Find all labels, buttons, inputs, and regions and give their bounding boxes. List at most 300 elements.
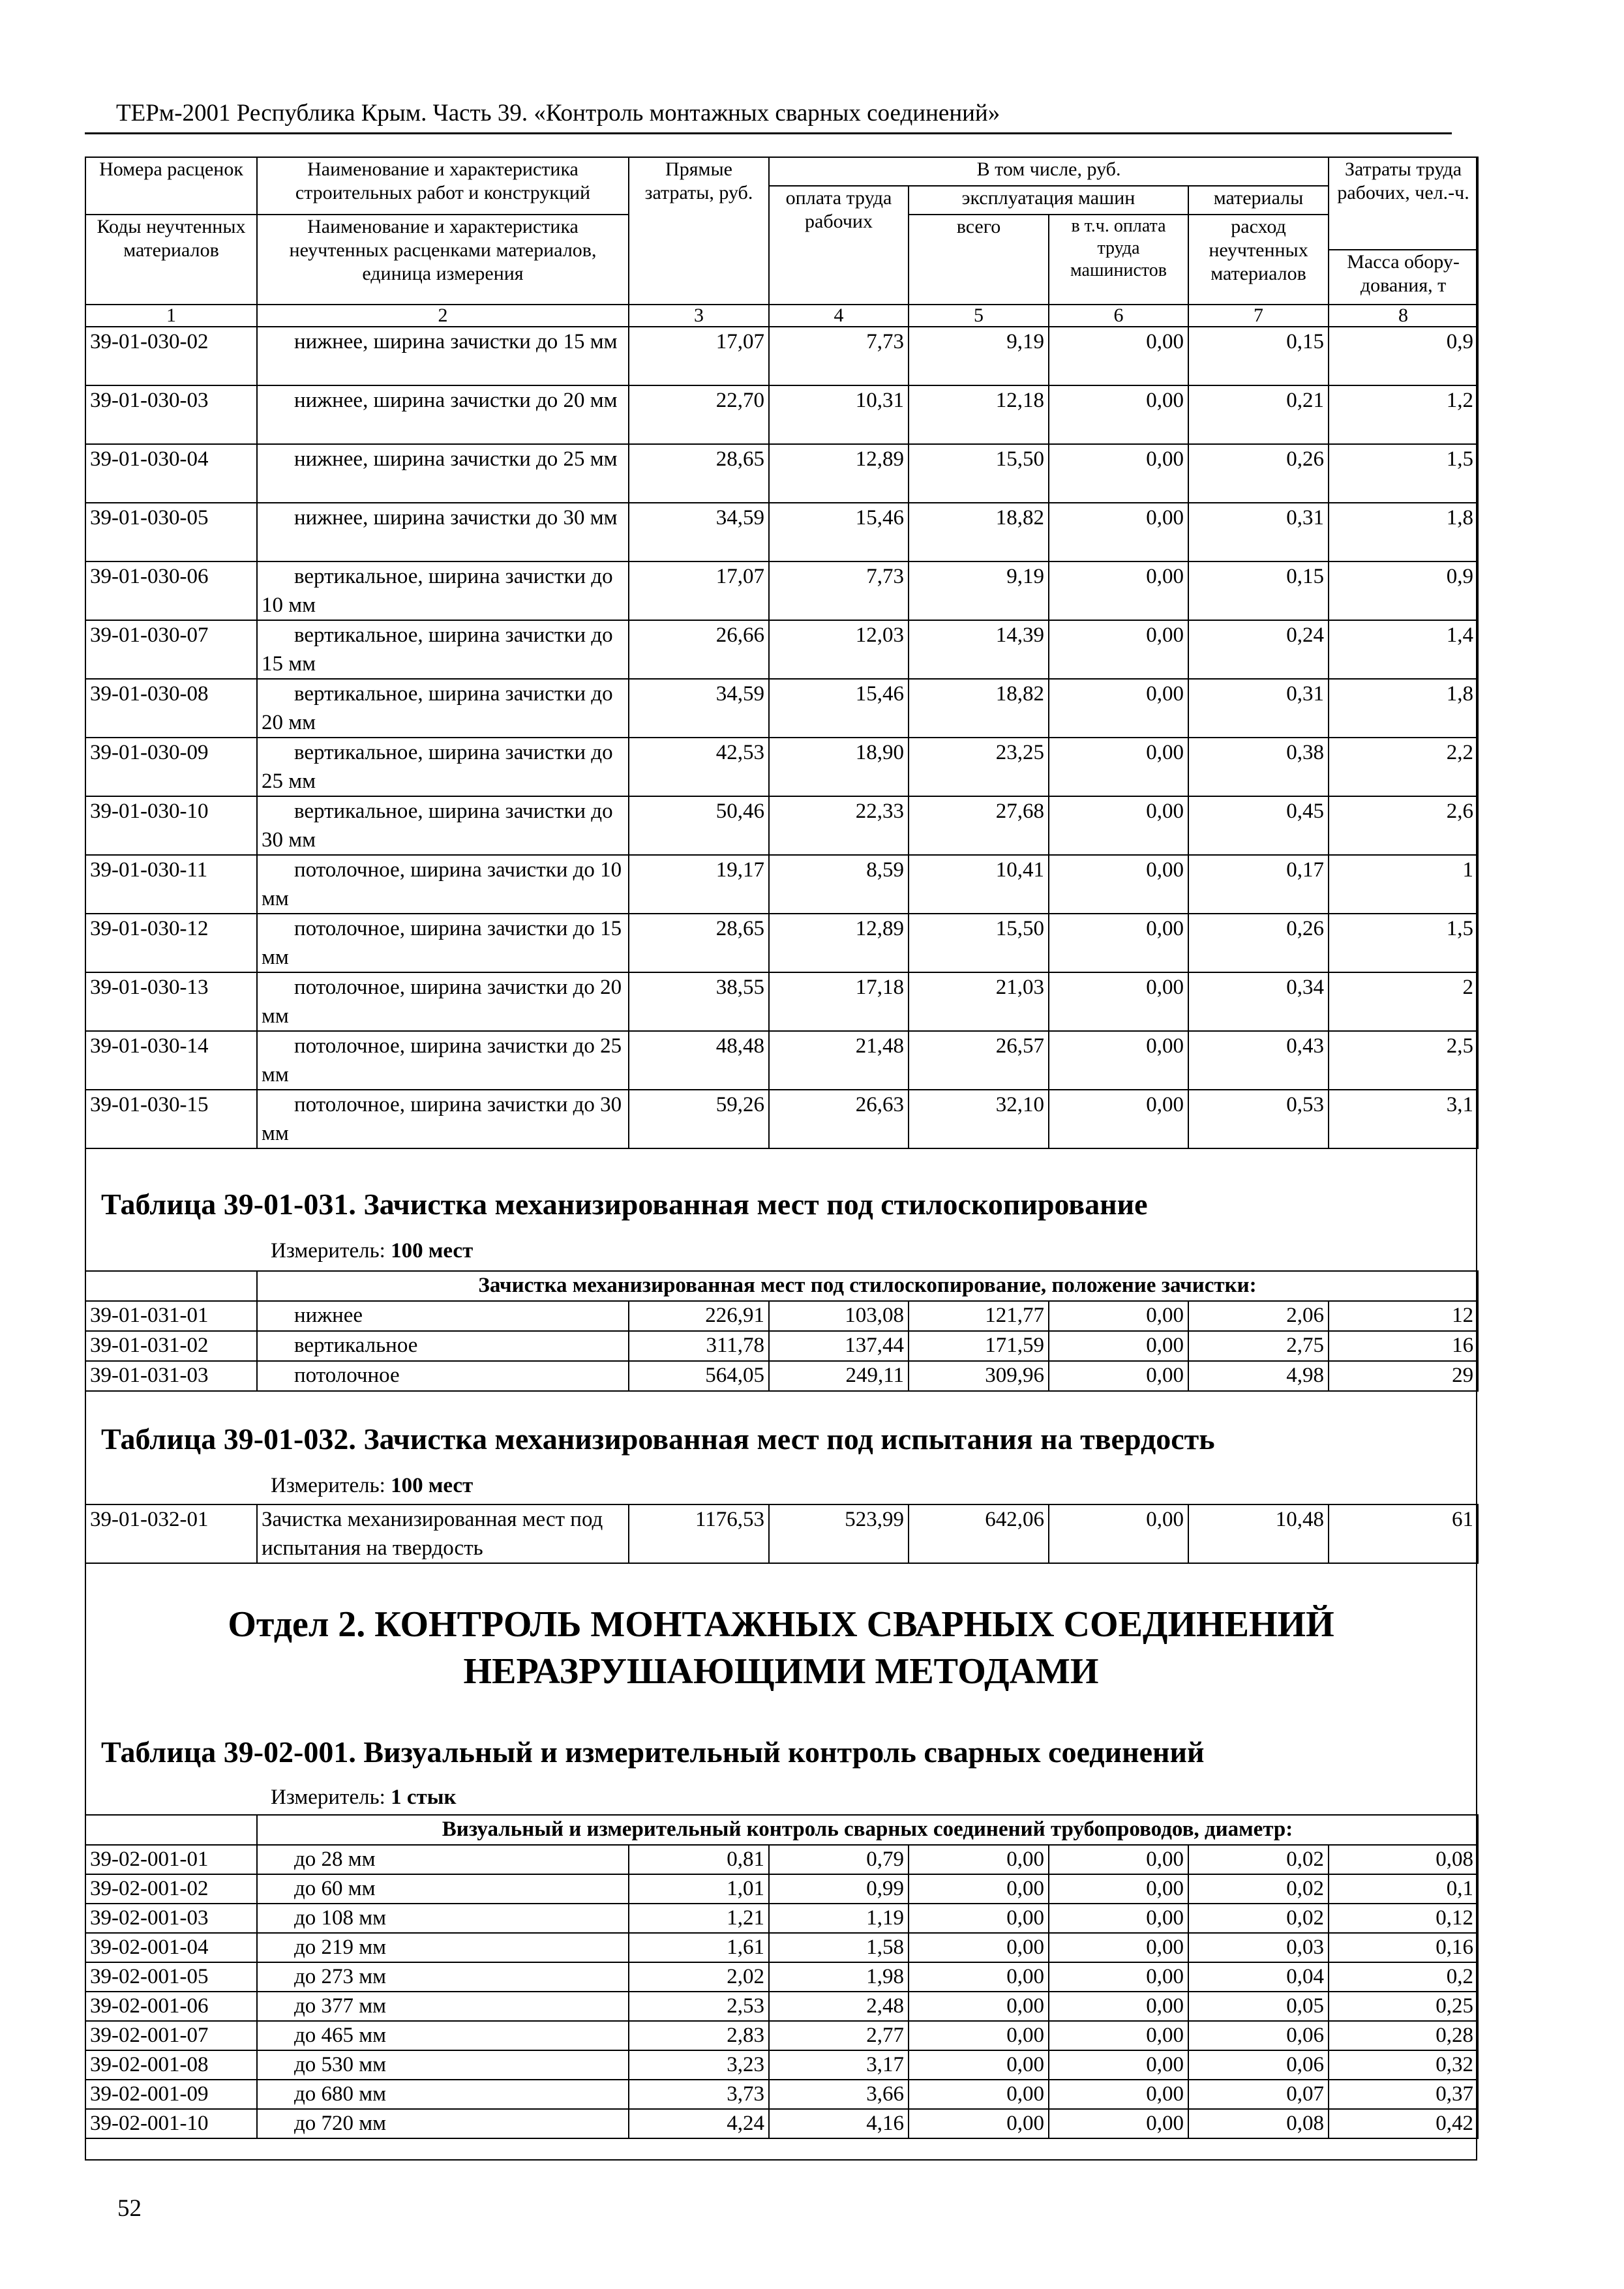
rate-code: 39-02-001-10 xyxy=(85,2109,257,2138)
value-c6: 0,00 xyxy=(1049,855,1188,914)
rate-name-text: потолочное, ширина зачистки до 15 мм xyxy=(262,917,622,969)
rate-name-text: до 108 мм xyxy=(294,1906,387,1930)
value-c4: 17,18 xyxy=(769,972,909,1031)
value-c3: 3,23 xyxy=(629,2050,769,2080)
value-c6: 0,00 xyxy=(1049,2109,1188,2138)
value-c8: 0,9 xyxy=(1329,561,1478,620)
value-c5: 27,68 xyxy=(909,796,1049,855)
value-c4: 21,48 xyxy=(769,1031,909,1090)
rate-name-text: вертикальное, ширина зачистки до 10 мм xyxy=(262,565,613,617)
rate-row xyxy=(85,1090,1478,1148)
rows-39-01-031 xyxy=(85,1301,1478,1391)
rate-name-text: Зачистка механизированная мест под испытания на твердость xyxy=(262,1508,603,1560)
value-c7: 0,21 xyxy=(1188,385,1329,444)
value-c6: 0,00 xyxy=(1049,1874,1188,1904)
value-c8: 0,12 xyxy=(1329,1904,1478,1933)
rate-code: 39-02-001-04 xyxy=(85,1933,257,1962)
value-c6: 0,00 xyxy=(1049,1504,1188,1563)
rate-name xyxy=(257,738,629,796)
value-c7: 0,02 xyxy=(1188,1845,1329,1874)
value-c4: 15,46 xyxy=(769,503,909,561)
value-c5: 0,00 xyxy=(909,1904,1049,1933)
table-02-001-measure xyxy=(271,1786,457,1810)
value-c5: 12,18 xyxy=(909,385,1049,444)
rate-row xyxy=(85,1904,1478,1933)
value-c8: 1,5 xyxy=(1329,444,1478,503)
rate-name-text: до 680 мм xyxy=(294,2082,387,2106)
rate-name xyxy=(257,1331,629,1361)
rate-code: 39-01-030-08 xyxy=(85,679,257,738)
value-c6: 0,00 xyxy=(1049,679,1188,738)
column-number: 3 xyxy=(629,305,769,327)
value-c6: 0,00 xyxy=(1049,385,1188,444)
rate-name xyxy=(257,1992,629,2021)
value-c6: 0,00 xyxy=(1049,561,1188,620)
rate-name-text: вертикальное, ширина зачистки до 30 мм xyxy=(262,800,613,852)
rate-row xyxy=(85,1331,1478,1361)
value-c7: 0,43 xyxy=(1188,1031,1329,1090)
header-machinist-pay: в т.ч. оплата труда машинистов xyxy=(1049,215,1188,305)
value-c8: 0,9 xyxy=(1329,327,1478,385)
value-c6: 0,00 xyxy=(1049,1845,1188,1874)
rate-row xyxy=(85,444,1478,503)
value-c4: 249,11 xyxy=(769,1361,909,1391)
column-numbers xyxy=(85,305,1478,327)
table-031 xyxy=(85,1270,1479,1392)
value-c4: 12,03 xyxy=(769,620,909,679)
value-c6: 0,00 xyxy=(1049,972,1188,1031)
rate-code: 39-02-001-07 xyxy=(85,2021,257,2050)
value-c3: 59,26 xyxy=(629,1090,769,1148)
rate-name-text: нижнее xyxy=(294,1304,363,1327)
rate-name-text: до 720 мм xyxy=(294,2112,387,2135)
rate-name-text: потолочное, ширина зачистки до 20 мм xyxy=(262,976,622,1028)
value-c3: 28,65 xyxy=(629,914,769,972)
rate-code: 39-02-001-08 xyxy=(85,2050,257,2080)
value-c7: 0,31 xyxy=(1188,503,1329,561)
value-c3: 311,78 xyxy=(629,1331,769,1361)
column-number: 2 xyxy=(257,305,629,327)
value-c7: 0,24 xyxy=(1188,620,1329,679)
rate-code: 39-01-030-07 xyxy=(85,620,257,679)
rate-code: 39-01-031-01 xyxy=(85,1301,257,1331)
value-c4: 1,98 xyxy=(769,1962,909,1992)
rate-name-text: до 28 мм xyxy=(294,1848,376,1871)
value-c8: 0,32 xyxy=(1329,2050,1478,2080)
rate-code: 39-02-001-05 xyxy=(85,1962,257,1992)
rate-name-text: нижнее, ширина зачистки до 15 мм xyxy=(294,330,618,353)
value-c8: 0,42 xyxy=(1329,2109,1478,2138)
value-c3: 38,55 xyxy=(629,972,769,1031)
value-c8: 0,16 xyxy=(1329,1933,1478,1962)
rate-row xyxy=(85,855,1478,914)
value-c4: 10,31 xyxy=(769,385,909,444)
value-c8: 3,1 xyxy=(1329,1090,1478,1148)
header-work-name: Наименование и характеристика строительных работ и конструкций xyxy=(257,157,629,215)
main-table xyxy=(85,157,1479,1149)
value-c5: 0,00 xyxy=(909,2109,1049,2138)
value-c4: 0,79 xyxy=(769,1845,909,1874)
value-c8: 2 xyxy=(1329,972,1478,1031)
value-c8: 1,4 xyxy=(1329,620,1478,679)
rate-name-text: до 530 мм xyxy=(294,2053,387,2076)
rate-row xyxy=(85,1874,1478,1904)
value-c7: 0,38 xyxy=(1188,738,1329,796)
value-c5: 0,00 xyxy=(909,1874,1049,1904)
rate-code: 39-02-001-02 xyxy=(85,1874,257,1904)
value-c8: 0,25 xyxy=(1329,1992,1478,2021)
value-c7: 4,98 xyxy=(1188,1361,1329,1391)
column-number: 8 xyxy=(1329,305,1478,327)
rate-code: 39-01-030-10 xyxy=(85,796,257,855)
rate-name-text: потолочное, ширина зачистки до 10 мм xyxy=(262,858,622,910)
rate-code: 39-01-030-02 xyxy=(85,327,257,385)
measure-value: 100 мест xyxy=(391,1239,474,1263)
rows-39-02-001 xyxy=(85,1845,1478,2138)
rate-row xyxy=(85,1504,1478,1563)
value-c3: 17,07 xyxy=(629,561,769,620)
rate-name xyxy=(257,1845,629,1874)
header-equipment-mass: Масса обору-дования, т xyxy=(1329,250,1478,305)
value-c8: 2,5 xyxy=(1329,1031,1478,1090)
value-c7: 0,15 xyxy=(1188,327,1329,385)
rate-name-text: вертикальное, ширина зачистки до 15 мм xyxy=(262,623,613,676)
value-c8: 1,8 xyxy=(1329,679,1478,738)
value-c8: 2,2 xyxy=(1329,738,1478,796)
value-c4: 7,73 xyxy=(769,561,909,620)
running-header: ТЕРм-2001 Республика Крым. Часть 39. «Контроль монтажных сварных соединений» xyxy=(116,100,1000,127)
rate-code: 39-01-030-05 xyxy=(85,503,257,561)
value-c7: 0,26 xyxy=(1188,914,1329,972)
value-c5: 0,00 xyxy=(909,1845,1049,1874)
value-c7: 0,04 xyxy=(1188,1962,1329,1992)
value-c5: 9,19 xyxy=(909,327,1049,385)
value-c3: 22,70 xyxy=(629,385,769,444)
value-c6: 0,00 xyxy=(1049,1904,1188,1933)
value-c3: 4,24 xyxy=(629,2109,769,2138)
header-material-consumption: расход неучтенных материалов xyxy=(1188,215,1329,305)
rate-row xyxy=(85,385,1478,444)
rate-row xyxy=(85,2050,1478,2080)
value-c5: 0,00 xyxy=(909,2080,1049,2109)
header-direct-costs: Прямые затраты, руб. xyxy=(629,157,769,305)
value-c3: 2,53 xyxy=(629,1992,769,2021)
rate-name xyxy=(257,1031,629,1090)
value-c4: 103,08 xyxy=(769,1301,909,1331)
rate-row xyxy=(85,972,1478,1031)
header-material-codes: Коды неучтенных материалов xyxy=(85,215,257,305)
value-c4: 7,73 xyxy=(769,327,909,385)
page-number: 52 xyxy=(117,2195,142,2222)
value-c8: 1,2 xyxy=(1329,385,1478,444)
rate-name xyxy=(257,1504,629,1563)
value-c3: 226,91 xyxy=(629,1301,769,1331)
rate-code: 39-01-031-02 xyxy=(85,1331,257,1361)
rate-code: 39-01-032-01 xyxy=(85,1504,257,1563)
rows-39-01-030 xyxy=(85,327,1478,1148)
value-c6: 0,00 xyxy=(1049,738,1188,796)
value-c4: 3,17 xyxy=(769,2050,909,2080)
rate-row xyxy=(85,2021,1478,2050)
value-c4: 4,16 xyxy=(769,2109,909,2138)
rate-code: 39-01-030-15 xyxy=(85,1090,257,1148)
value-c7: 0,07 xyxy=(1188,2080,1329,2109)
rate-name xyxy=(257,1904,629,1933)
rate-name xyxy=(257,1301,629,1331)
table-02-001 xyxy=(85,1814,1479,2139)
table-031-subheader: Зачистка механизированная мест под стилоскопирование, положение зачистки: xyxy=(257,1271,1478,1301)
value-c4: 0,99 xyxy=(769,1874,909,1904)
value-c8: 0,08 xyxy=(1329,1845,1478,1874)
value-c6: 0,00 xyxy=(1049,1090,1188,1148)
value-c3: 34,59 xyxy=(629,679,769,738)
value-c4: 137,44 xyxy=(769,1331,909,1361)
rate-row xyxy=(85,503,1478,561)
value-c7: 0,05 xyxy=(1188,1992,1329,2021)
value-c3: 564,05 xyxy=(629,1361,769,1391)
rate-name xyxy=(257,1361,629,1391)
value-c8: 61 xyxy=(1329,1504,1478,1563)
value-c4: 8,59 xyxy=(769,855,909,914)
value-c4: 2,77 xyxy=(769,2021,909,2050)
header-rule xyxy=(85,132,1452,134)
value-c5: 15,50 xyxy=(909,914,1049,972)
rate-row xyxy=(85,1962,1478,1992)
header-machines-total: всего xyxy=(909,215,1049,305)
table-032-title: Таблица 39-01-032. Зачистка механизированная мест под испытания на твердость xyxy=(101,1422,1215,1456)
rate-code: 39-01-030-06 xyxy=(85,561,257,620)
value-c4: 12,89 xyxy=(769,914,909,972)
measure-label: Измеритель: xyxy=(271,1239,391,1263)
value-c6: 0,00 xyxy=(1049,1962,1188,1992)
measure-label: Измеритель: xyxy=(271,1474,391,1497)
value-c7: 0,02 xyxy=(1188,1874,1329,1904)
value-c6: 0,00 xyxy=(1049,2021,1188,2050)
value-c6: 0,00 xyxy=(1049,1933,1188,1962)
value-c3: 1,21 xyxy=(629,1904,769,1933)
rate-name xyxy=(257,385,629,444)
value-c7: 2,06 xyxy=(1188,1301,1329,1331)
rate-row xyxy=(85,561,1478,620)
value-c5: 0,00 xyxy=(909,1933,1049,1962)
value-c4: 26,63 xyxy=(769,1090,909,1148)
rate-name xyxy=(257,2080,629,2109)
value-c5: 121,77 xyxy=(909,1301,1049,1331)
measure-value: 100 мест xyxy=(391,1474,474,1497)
rate-code: 39-02-001-06 xyxy=(85,1992,257,2021)
value-c6: 0,00 xyxy=(1049,444,1188,503)
header-including: В том числе, руб. xyxy=(769,157,1329,186)
value-c6: 0,00 xyxy=(1049,1331,1188,1361)
rate-row xyxy=(85,1361,1478,1391)
rate-name xyxy=(257,2050,629,2080)
rate-name xyxy=(257,855,629,914)
rate-name-text: до 60 мм xyxy=(294,1877,376,1900)
value-c5: 32,10 xyxy=(909,1090,1049,1148)
rate-name-text: нижнее, ширина зачистки до 30 мм xyxy=(294,506,618,530)
rate-name xyxy=(257,503,629,561)
rate-name-text: вертикальное, ширина зачистки до 25 мм xyxy=(262,741,613,793)
column-number: 4 xyxy=(769,305,909,327)
value-c5: 10,41 xyxy=(909,855,1049,914)
value-c5: 0,00 xyxy=(909,1992,1049,2021)
value-c6: 0,00 xyxy=(1049,327,1188,385)
value-c5: 642,06 xyxy=(909,1504,1049,1563)
value-c3: 19,17 xyxy=(629,855,769,914)
value-c6: 0,00 xyxy=(1049,2080,1188,2109)
value-c7: 0,06 xyxy=(1188,2021,1329,2050)
value-c3: 48,48 xyxy=(629,1031,769,1090)
value-c4: 18,90 xyxy=(769,738,909,796)
rate-name-text: до 377 мм xyxy=(294,1994,387,2018)
value-c3: 2,02 xyxy=(629,1962,769,1992)
value-c7: 10,48 xyxy=(1188,1504,1329,1563)
value-c8: 2,6 xyxy=(1329,796,1478,855)
rate-name xyxy=(257,1962,629,1992)
rate-row xyxy=(85,1845,1478,1874)
rate-code: 39-02-001-09 xyxy=(85,2080,257,2109)
measure-value: 1 стык xyxy=(391,1786,457,1809)
table-031-title: Таблица 39-01-031. Зачистка механизированная мест под стилоскопирование xyxy=(101,1188,1148,1221)
value-c3: 2,83 xyxy=(629,2021,769,2050)
value-c7: 0,53 xyxy=(1188,1090,1329,1148)
value-c5: 0,00 xyxy=(909,2050,1049,2080)
table-032-measure xyxy=(271,1474,473,1498)
column-number-row xyxy=(85,305,1478,327)
rate-name xyxy=(257,1933,629,1962)
column-number: 7 xyxy=(1188,305,1329,327)
value-c5: 309,96 xyxy=(909,1361,1049,1391)
value-c7: 0,15 xyxy=(1188,561,1329,620)
rate-row xyxy=(85,620,1478,679)
rate-name-text: потолочное, ширина зачистки до 30 мм xyxy=(262,1093,622,1145)
rate-code: 39-02-001-03 xyxy=(85,1904,257,1933)
header-material-names: Наименование и характеристика неучтенных расценками материалов, единица измерения xyxy=(257,215,629,305)
header-materials: материалы xyxy=(1188,186,1329,215)
rate-name xyxy=(257,914,629,972)
rate-code: 39-01-030-11 xyxy=(85,855,257,914)
header-machines: эксплуатация машин xyxy=(909,186,1188,215)
value-c8: 16 xyxy=(1329,1331,1478,1361)
value-c8: 0,1 xyxy=(1329,1874,1478,1904)
rate-name-text: вертикальное xyxy=(294,1334,418,1357)
rate-name xyxy=(257,2109,629,2138)
rate-code: 39-01-030-03 xyxy=(85,385,257,444)
value-c6: 0,00 xyxy=(1049,2050,1188,2080)
rate-code: 39-01-030-13 xyxy=(85,972,257,1031)
value-c4: 1,19 xyxy=(769,1904,909,1933)
rate-row xyxy=(85,2080,1478,2109)
value-c4: 2,48 xyxy=(769,1992,909,2021)
rate-row xyxy=(85,738,1478,796)
value-c6: 0,00 xyxy=(1049,796,1188,855)
value-c7: 0,45 xyxy=(1188,796,1329,855)
rate-row xyxy=(85,679,1478,738)
value-c5: 15,50 xyxy=(909,444,1049,503)
rate-name xyxy=(257,2021,629,2050)
rate-name xyxy=(257,620,629,679)
value-c8: 0,37 xyxy=(1329,2080,1478,2109)
rate-name xyxy=(257,679,629,738)
value-c4: 12,89 xyxy=(769,444,909,503)
rate-name-text: нижнее, ширина зачистки до 20 мм xyxy=(294,389,618,412)
value-c4: 15,46 xyxy=(769,679,909,738)
value-c3: 50,46 xyxy=(629,796,769,855)
value-c3: 3,73 xyxy=(629,2080,769,2109)
value-c8: 1,5 xyxy=(1329,914,1478,972)
value-c7: 0,02 xyxy=(1188,1904,1329,1933)
value-c6: 0,00 xyxy=(1049,1992,1188,2021)
table-02-001-subheader: Визуальный и измерительный контроль сварных соединений трубопроводов, диаметр: xyxy=(257,1815,1478,1845)
rate-row xyxy=(85,914,1478,972)
rate-code: 39-01-030-14 xyxy=(85,1031,257,1090)
value-c5: 18,82 xyxy=(909,503,1049,561)
value-c6: 0,00 xyxy=(1049,620,1188,679)
value-c3: 42,53 xyxy=(629,738,769,796)
value-c5: 26,57 xyxy=(909,1031,1049,1090)
rate-name xyxy=(257,444,629,503)
value-c5: 171,59 xyxy=(909,1331,1049,1361)
rate-name-text: нижнее, ширина зачистки до 25 мм xyxy=(294,447,618,471)
rate-code: 39-01-030-04 xyxy=(85,444,257,503)
header-rate-numbers: Номера расценок xyxy=(85,157,257,215)
table-02-001-title: Таблица 39-02-001. Визуальный и измерительный контроль сварных соединений xyxy=(101,1735,1205,1769)
rate-row xyxy=(85,796,1478,855)
value-c8: 1 xyxy=(1329,855,1478,914)
rate-name xyxy=(257,972,629,1031)
value-c5: 0,00 xyxy=(909,1962,1049,1992)
value-c3: 34,59 xyxy=(629,503,769,561)
value-c8: 0,28 xyxy=(1329,2021,1478,2050)
rate-name-text: до 219 мм xyxy=(294,1936,387,1959)
rate-name-text: вертикальное, ширина зачистки до 20 мм xyxy=(262,682,613,734)
value-c7: 0,06 xyxy=(1188,2050,1329,2080)
value-c7: 0,03 xyxy=(1188,1933,1329,1962)
rate-row xyxy=(85,1031,1478,1090)
rate-row xyxy=(85,2109,1478,2138)
value-c5: 0,00 xyxy=(909,2021,1049,2050)
rate-row xyxy=(85,1933,1478,1962)
rate-name-text: потолочное, ширина зачистки до 25 мм xyxy=(262,1034,622,1086)
value-c8: 1,8 xyxy=(1329,503,1478,561)
value-c6: 0,00 xyxy=(1049,503,1188,561)
value-c7: 0,34 xyxy=(1188,972,1329,1031)
value-c6: 0,00 xyxy=(1049,914,1188,972)
rate-name xyxy=(257,327,629,385)
value-c4: 3,66 xyxy=(769,2080,909,2109)
value-c8: 29 xyxy=(1329,1361,1478,1391)
value-c5: 14,39 xyxy=(909,620,1049,679)
column-number: 5 xyxy=(909,305,1049,327)
column-number: 1 xyxy=(85,305,257,327)
value-c4: 523,99 xyxy=(769,1504,909,1563)
value-c5: 21,03 xyxy=(909,972,1049,1031)
value-c7: 0,26 xyxy=(1188,444,1329,503)
value-c7: 0,31 xyxy=(1188,679,1329,738)
rate-name-text: потолочное xyxy=(294,1364,400,1387)
value-c6: 0,00 xyxy=(1049,1031,1188,1090)
rate-code: 39-01-031-03 xyxy=(85,1361,257,1391)
rate-name xyxy=(257,1090,629,1148)
column-number: 6 xyxy=(1049,305,1188,327)
value-c7: 0,17 xyxy=(1188,855,1329,914)
rate-name xyxy=(257,1874,629,1904)
rate-row xyxy=(85,1992,1478,2021)
value-c5: 9,19 xyxy=(909,561,1049,620)
value-c6: 0,00 xyxy=(1049,1361,1188,1391)
rate-code: 39-01-030-12 xyxy=(85,914,257,972)
value-c4: 1,58 xyxy=(769,1933,909,1962)
